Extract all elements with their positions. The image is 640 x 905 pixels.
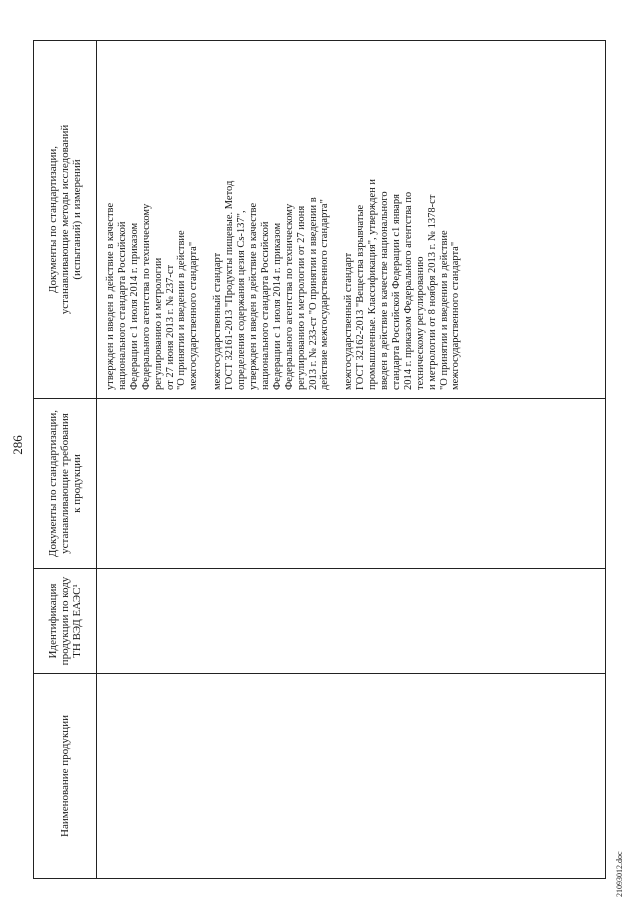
entry-line: введен в действие в качестве национального [379,191,391,390]
header-product-code [34,569,97,674]
entry-line: 2013 г. № 233-ст "О принятии и введении в [307,197,319,390]
header-line: устанавливающие требования [59,413,71,554]
entry-line: межгосударственный стандарт [212,252,224,390]
entry-line: утвержден и введен в действие в качестве [247,202,259,390]
entry-line: национального стандарта Российской [116,221,128,390]
table-header-row [34,41,97,879]
file-reference: 2109З012.doc [615,851,624,897]
cell-product-name [97,674,606,879]
entry-line: "О принятии и введении в действие [438,230,450,390]
entry-line: от 27 июня 2013 г. № 237-ст [164,264,176,390]
standard-entry [343,47,462,390]
header-line: Документы по стандартизации, [47,409,59,558]
entry-line: ГОСТ 32161-2013 "Продукты пищевые. Метод [224,180,236,390]
header-product-name: Наименование продукции [34,674,97,879]
entry-line: утвержден и введен в действие в качестве [105,202,116,390]
entry-line: промышленные. Классификация", утвержден и [367,178,379,390]
entry-line: ГОСТ 32162-2013 "Вещества взрывчатые [355,204,367,390]
entry-line: Федерального агентства по техническому [140,203,152,390]
header-line: продукции по коду [59,576,71,666]
cell-requirement-standards [97,399,606,569]
entry-line: межгосударственный стандарт [343,252,355,390]
entry-line: Федерации с 1 июля 2014 г. приказом [271,222,283,390]
table-row [97,41,606,879]
entry-line: регулированию и метрологии [152,257,164,390]
header-line: Идентификация [47,583,59,659]
entry-line: и метрологии от 8 ноября 2013 г. № 1378-ст [426,194,438,390]
standards-table [33,40,606,879]
standard-entry [105,47,200,390]
page-number: 286 [10,435,25,455]
entry-line: межгосударственного стандарта" [188,241,200,390]
entry-line: 2014 г. приказом Федерального агентства по [402,191,414,390]
entry-line: определения содержания цезия Cs-137", [236,210,248,390]
entry-line: регулированию и метрологии от 27 июня [295,205,307,390]
cell-method-standards [97,41,606,399]
header-line: Документы по стандартизации, [47,145,59,294]
entry-line: действие межгосударственного стандарта" [319,199,331,390]
header-method-standards [34,41,97,399]
entry-line: Федерации с 1 июля 2014 г. приказом [128,222,140,390]
entry-line: межгосударственного стандарта" [450,241,462,390]
header-line: ТН ВЭД ЕАЭС¹ [71,584,83,658]
header-line: (испытаний) и измерений [71,159,83,280]
cell-product-code [97,569,606,674]
header-line: к продукции [71,454,83,513]
entry-line: Федерального агентства по техническому [283,203,295,390]
entry-line: национального стандарта Российской [259,221,271,390]
header-line: устанавливающие методы исследований [59,124,71,315]
entry-line: "О принятии и введении в действие [176,230,188,390]
entry-line: техническому регулированию [414,256,426,390]
entry-line: стандарта Российской Федерации с1 января [390,194,402,390]
standard-entry [212,47,331,390]
header-requirement-standards [34,399,97,569]
